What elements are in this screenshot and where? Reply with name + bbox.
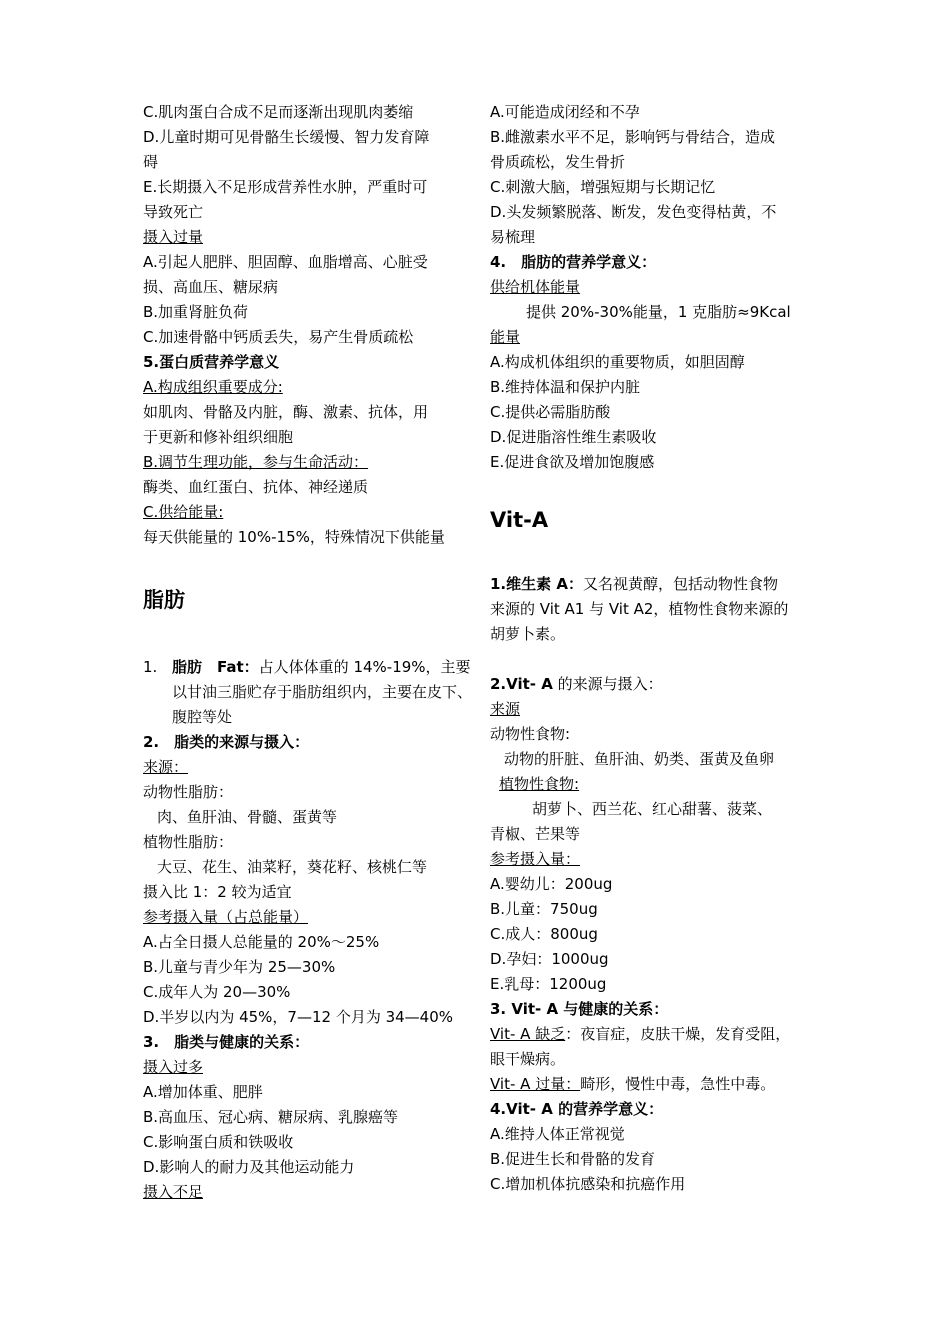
text-line: C.刺激大脑，增强短期与长期记忆 (490, 178, 716, 196)
text-line: 动物性食物: (490, 725, 571, 743)
text-line: A.构成机体组织的重要物质，如胆固醇 (490, 353, 745, 371)
text-line: A.占全日摄人总能量的 20%～25% (143, 933, 380, 951)
item-number: 1. (143, 658, 158, 676)
text-line (490, 1022, 820, 1047)
text-line: E.乳母：1200ug (490, 975, 607, 993)
text-line: 酶类、血红蛋白、抗体、神经递质 (143, 478, 369, 496)
text-line: 胡萝卜素。 (490, 625, 566, 643)
subheading-excess: 摄入过多 (143, 1058, 204, 1076)
numbered-heading: 3. Vit- A 与健康的关系： (490, 1000, 669, 1018)
text-line: 植物性脂肪： (143, 833, 234, 851)
text-line: C.增加机体抗感染和抗癌作用 (490, 1175, 686, 1193)
text-line: B.加重肾脏负荷 (143, 303, 249, 321)
definition: ：夜盲症，皮肤干燥，发育受阻， (565, 1025, 791, 1043)
text-line (490, 1072, 820, 1097)
text-line: C.提供必需脂肪酸 (490, 403, 611, 421)
text-line: 如肌肉、骨骼及内脏，酶、激素、抗体，用 (143, 403, 429, 421)
text-line: C.肌肉蛋白合成不足而逐渐出现肌肉萎缩 (143, 103, 414, 121)
text-line: C.成年人为 20—30% (143, 983, 291, 1001)
subheading: B.调节生理功能，参与生命活动： (143, 453, 369, 471)
text-line: A.增加体重、肥胖 (143, 1083, 263, 1101)
text-line: D.半岁以内为 45%，7—12 个月为 34—40% (143, 1008, 454, 1026)
term: Vit- A 缺乏 (490, 1025, 566, 1043)
text-line: 导致死亡 (143, 203, 204, 221)
section-title-protein-significance: 5.蛋白质营养学意义 (143, 353, 280, 371)
text-line: 青椒、芒果等 (490, 825, 581, 843)
term: 2.Vit- A (490, 675, 553, 693)
text-line: B.雌激素水平不足，影响钙与骨结合，造成 (490, 128, 776, 146)
text-line: 骨质疏松，发生骨折 (490, 153, 626, 171)
text-line: C.影响蛋白质和铁吸收 (143, 1133, 294, 1151)
subheading: 植物性食物: (499, 775, 580, 793)
text-line: D.促进脂溶性维生素吸收 (490, 428, 657, 446)
subheading-reference-intake: 参考摄入量： (490, 850, 581, 868)
text-line: 摄入比 1：2 较为适宜 (143, 883, 292, 901)
text-line: 碍 (143, 153, 159, 171)
numbered-heading-4: 4. 脂肪的营养学意义： (490, 253, 657, 271)
subheading-excess-intake: 摄入过量 (143, 228, 204, 246)
text-line: B.高血压、冠心病、糖尿病、乳腺癌等 (143, 1108, 399, 1126)
text-line: 眼干燥病。 (490, 1050, 566, 1068)
blank-line (490, 647, 820, 672)
term: Vit- A 过量： (490, 1075, 581, 1093)
numbered-heading-3: 3. 脂类与健康的关系： (143, 1033, 310, 1051)
text-line: B.促进生长和骨骼的发育 (490, 1150, 656, 1168)
text-line: 能量 (490, 328, 521, 346)
subheading: C.供给能量: (143, 503, 224, 521)
heading-vit-a: Vit-A (490, 508, 549, 532)
text-line: 来源的 Vit A1 与 Vit A2，植物性食物来源的 (490, 600, 789, 618)
subheading: A.构成组织重要成分: (143, 378, 283, 396)
term: 1.维生素 A： (490, 575, 583, 593)
text-line: 易梳理 (490, 228, 536, 246)
heading-fat: 脂肪 (143, 588, 185, 612)
item-text (172, 655, 473, 730)
text-line: D.头发频繁脱落、断发，发色变得枯黄，不 (490, 203, 777, 221)
numbered-heading: 4.Vit- A 的营养学意义： (490, 1100, 664, 1118)
text-line: D.影响人的耐力及其他运动能力 (143, 1158, 355, 1176)
text-line: E.促进食欲及增加饱腹感 (490, 453, 655, 471)
text-line: 损、高血压、糖尿病 (143, 278, 279, 296)
numbered-item-1 (143, 655, 473, 730)
text-line: A.维持人体正常视觉 (490, 1125, 625, 1143)
text-line: 胡萝卜、西兰花、红心甜薯、菠菜、 (532, 800, 773, 818)
definition: 畸形，慢性中毒，急性中毒。 (580, 1075, 776, 1093)
text-line: C.成人：800ug (490, 925, 598, 943)
text-line: 动物的肝脏、鱼肝油、奶类、蛋黄及鱼卵 (504, 750, 775, 768)
text-line: 大豆、花生、油菜籽，葵花籽、核桃仁等 (157, 858, 428, 876)
text-line: C.加速骨骼中钙质丢失，易产生骨质疏松 (143, 328, 414, 346)
text-line: 每天供能量的 10%-15%，特殊情况下供能量 (143, 528, 445, 546)
item-definition: 占人体体重的 14%-19%，主要以甘油三脂贮存于脂肪组织内，主要在皮下、腹腔等处 (172, 658, 473, 726)
text-line: 动物性脂肪： (143, 783, 234, 801)
subheading-source: 来源 (490, 700, 521, 718)
text-line: 于更新和修补组织细胞 (143, 428, 294, 446)
text-line: B.儿童与青少年为 25—30% (143, 958, 336, 976)
text-line (490, 572, 820, 597)
right-column (490, 100, 820, 1197)
text-line: B.儿童：750ug (490, 900, 598, 918)
definition: 又名视黄醇，包括动物性食物 (582, 575, 778, 593)
definition: 的来源与摄入： (552, 675, 663, 693)
text-line (490, 672, 820, 697)
text-line: 提供 20%-30%能量，1 克脂肪≈9Kcal (526, 303, 791, 321)
text-line: A.引起人肥胖、胆固醇、血脂增高、心脏受 (143, 253, 428, 271)
text-line: 肉、鱼肝油、骨髓、蛋黄等 (157, 808, 338, 826)
subheading-deficiency: 摄入不足 (143, 1183, 204, 1201)
item-term: 脂肪 Fat： (172, 658, 259, 676)
text-line: D.孕妇：1000ug (490, 950, 609, 968)
text-line: D.儿童时期可见骨骼生长缓慢、智力发育障 (143, 128, 430, 146)
subheading-source: 来源： (143, 758, 189, 776)
numbered-heading-2: 2. 脂类的来源与摄入： (143, 733, 310, 751)
subheading-energy: 供给机体能量 (490, 278, 581, 296)
left-column (143, 100, 473, 1205)
text-line: A.婴幼儿：200ug (490, 875, 613, 893)
text-line: E.长期摄入不足形成营养性水肿，严重时可 (143, 178, 428, 196)
subheading-reference-intake: 参考摄入量（占总能量） (143, 908, 309, 926)
text-line: B.维持体温和保护内脏 (490, 378, 641, 396)
text-line: A.可能造成闭经和不孕 (490, 103, 640, 121)
